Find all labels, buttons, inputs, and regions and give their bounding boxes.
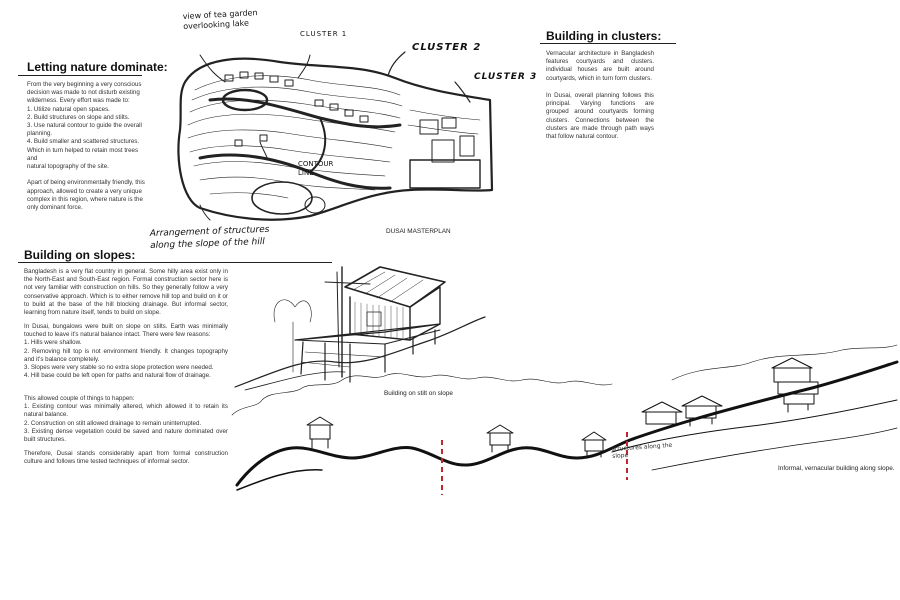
stilt-building-caption: Building on stilt on slope bbox=[384, 390, 453, 397]
section-note: structures along the slope bbox=[611, 441, 673, 460]
cluster-2-label: CLUSTER 2 bbox=[412, 42, 482, 53]
slopes-paragraph-1: Bangladesh is a very flat country in general. Some hilly area exist only in the North-East and South-East region. Formal construction sector here is not very familiar with construction on hills. So they generally follow a very conservative approach. Which is to either remove hill top and build on it or to build at the base of the hill blocking drainage. But informal sector, learning from nature itself, tends to build on slope. bbox=[24, 268, 228, 317]
clusters-title-rule bbox=[540, 43, 676, 44]
informal-building-caption: Informal, vernacular building along slope. bbox=[778, 465, 895, 472]
slopes-paragraph-4: Therefore, Dusai stands considerably apart from formal construction culture and follows time tested techniques of informal sector. bbox=[24, 450, 228, 466]
contour-line-label: CONTOUR LINE bbox=[298, 160, 334, 177]
slopes-paragraph-2: In Dusai, bungalows were built on slope on stilts. Earth was minimally touched to leave it's natural balance intact. There were few reasons: 1. Hills were shallow. 2. Removing hill top is not environment friendly. It changes topography and it's balance completely. 3. Slopes were very stable so no extra slope protection were needed. 4. Hill base could be left open for paths and natural flow of drainage. bbox=[24, 323, 228, 380]
cluster-3-label: CLUSTER 3 bbox=[474, 72, 538, 82]
cluster-1-label: CLUSTER 1 bbox=[300, 30, 348, 38]
masterplan-caption: DUSAI MASTERPLAN bbox=[386, 228, 451, 235]
nature-section-title: Letting nature dominate: bbox=[27, 60, 168, 74]
arrangement-annotation: Arrangement of structures along the slope of the hill bbox=[149, 224, 270, 251]
site-section-sketch bbox=[232, 340, 900, 500]
clusters-section-title: Building in clusters: bbox=[546, 29, 662, 43]
slopes-section-title: Building on slopes: bbox=[24, 248, 136, 262]
clusters-paragraph-1: Vernacular architecture in Bangladesh features courtyards and clusters. individual houses are built around courtyards, which in turn form clusters. bbox=[546, 50, 654, 82]
nature-title-rule bbox=[18, 75, 142, 76]
tea-garden-annotation: view of tea garden overlooking lake bbox=[182, 8, 258, 31]
masterplan-sketch bbox=[170, 40, 530, 240]
clusters-paragraph-2: In Dusai, overall planning follows this principal. Varying functions are grouped around courtyards forming clusters. Connections between the clusters are made through path ways that follow natural contour. bbox=[546, 92, 654, 141]
nature-paragraph: From the very beginning a very conscious decision was made to not disturb existing wilderness. Every effort was made to: 1. Utilize natural open spaces. 2. Build structures on slope and stilts. 3. Use natural contour to guide the overall planning. 4. Build smaller and scattered structures. Which in turn helped to retain most trees and natural topography of the site. Apart of being environmentally friendly, this approach, allowed to create a very unique complex in this region, where nature is the only dominant force. bbox=[27, 81, 145, 212]
slopes-paragraph-3: This allowed couple of things to happen: 1. Existing contour was minimally altered, which allowed it to retain its natural balance. 2. Construction on stilt allowed drainage to remain uninterrupted. 3. Existing dense vegetation could be saved and nature dominated over built structures. bbox=[24, 395, 228, 444]
